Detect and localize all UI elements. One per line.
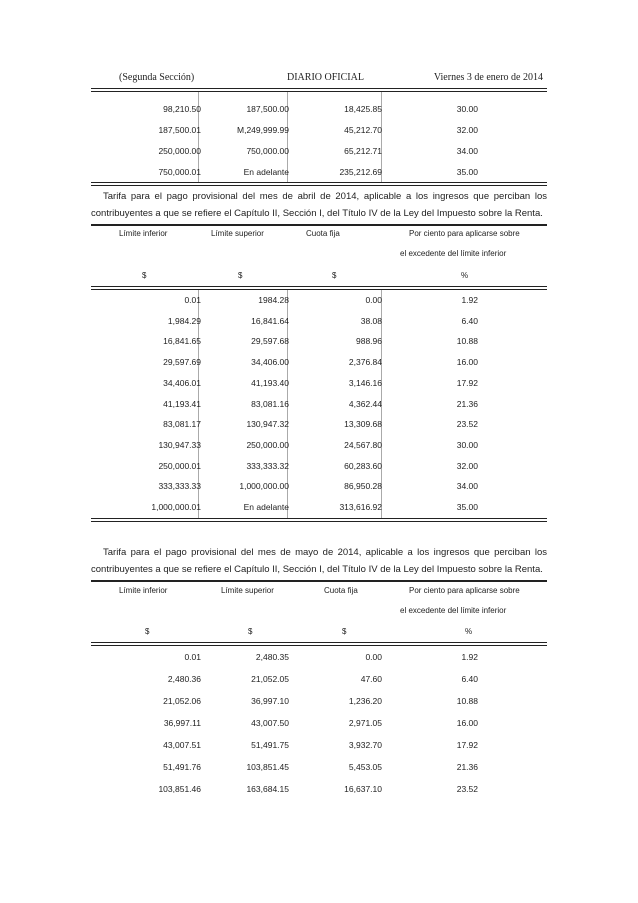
table-row: [91, 762, 547, 774]
fixed-fee-cell: 313,616.92: [339, 502, 382, 512]
section-rule: [91, 224, 547, 226]
table-row: [91, 378, 547, 390]
percent-cell: 1.92: [461, 652, 478, 662]
unit-percent: %: [461, 271, 469, 280]
table-row: [91, 316, 547, 328]
may-tariff-intro: [91, 544, 547, 578]
upper-limit-cell: 750,000.00: [246, 146, 289, 156]
percent-cell: 16.00: [456, 718, 478, 728]
percent-cell: 10.88: [456, 696, 478, 706]
fixed-fee-cell: 13,309.68: [344, 419, 382, 430]
upper-limit-cell: M,249,999.99: [237, 125, 289, 135]
upper-limit-cell: En adelante: [243, 502, 289, 512]
may-column-headers: [91, 586, 547, 642]
unit-dollar: $: [332, 271, 337, 280]
percent-cell: 1.92: [461, 295, 478, 305]
lower-limit-cell: 98,210.50: [163, 104, 201, 114]
percent-cell: 21.36: [456, 398, 478, 409]
lower-limit-cell: 83,081.17: [163, 419, 201, 430]
column-header-percent-2: el excedente del límite inferior: [400, 249, 507, 258]
april-column-headers: [91, 229, 547, 285]
fixed-fee-cell: 1,236.20: [348, 696, 382, 706]
table-row: [91, 502, 547, 514]
fixed-fee-cell: 5,453.05: [348, 762, 382, 772]
table-row: [91, 357, 547, 369]
upper-limit-cell: 163,684.15: [246, 784, 289, 794]
unit-percent: %: [465, 627, 473, 636]
column-header-percent: Por ciento para aplicarse sobre: [409, 586, 520, 595]
percent-cell: 30.00: [456, 439, 478, 450]
upper-limit-cell: 29,597.68: [251, 336, 289, 347]
table-row: [91, 652, 547, 664]
unit-dollar: $: [342, 627, 347, 636]
fixed-fee-cell: 65,212.71: [344, 146, 382, 156]
lower-limit-cell: 130,947.33: [158, 439, 201, 450]
upper-limit-cell: En adelante: [243, 167, 289, 177]
fixed-fee-cell: 2,971.05: [348, 718, 382, 728]
table-row: [91, 104, 547, 116]
lower-limit-cell: 1,984.29: [167, 315, 201, 326]
table-row: [91, 146, 547, 158]
table-row: [91, 674, 547, 686]
lower-limit-cell: 21,052.06: [163, 696, 201, 706]
fixed-fee-cell: 60,283.60: [344, 460, 382, 471]
header-end-rule: [91, 642, 547, 646]
percent-cell: 23.52: [456, 419, 478, 430]
paragraph: Tarifa para el pago provisional del mes de mayo de 2014, aplicable a los ingresos que perciban los contribuyentes a que se refiere el Capítulo II, Sección I, del Título IV de la Ley del Impuesto sobre la Renta.: [91, 547, 547, 575]
fixed-fee-cell: 24,567.80: [344, 439, 382, 450]
upper-limit-cell: 43,007.50: [251, 718, 289, 728]
lower-limit-cell: 1,000,000.01: [151, 502, 201, 512]
fixed-fee-cell: 38.08: [360, 315, 382, 326]
issue-date: Viernes 3 de enero de 2014: [433, 72, 543, 83]
fixed-fee-cell: 3,932.70: [348, 740, 382, 750]
upper-limit-cell: 1984.28: [258, 295, 289, 305]
lower-limit-cell: 250,000.00: [158, 146, 201, 156]
running-header: [91, 72, 547, 86]
lower-limit-cell: 41,193.41: [163, 398, 201, 409]
percent-cell: 35.00: [456, 167, 478, 177]
lower-limit-cell: 43,007.51: [163, 740, 201, 750]
lower-limit-cell: 0.01: [184, 295, 201, 305]
table-row: [91, 696, 547, 708]
table-row: [91, 718, 547, 730]
column-header-lower-limit: Límite inferior: [119, 229, 168, 238]
lower-limit-cell: 16,841.65: [163, 336, 201, 347]
upper-limit-cell: 16,841.64: [251, 315, 289, 326]
section-label: (Segunda Sección): [119, 72, 195, 83]
column-header-upper-limit: Límite superior: [221, 586, 274, 595]
upper-limit-cell: 83,081.16: [251, 398, 289, 409]
percent-cell: 32.00: [456, 125, 478, 135]
percent-cell: 35.00: [456, 502, 478, 512]
percent-cell: 6.40: [461, 315, 478, 326]
fixed-fee-cell: 86,950.28: [344, 481, 382, 492]
upper-limit-cell: 51,491.75: [251, 740, 289, 750]
column-header-upper-limit: Límite superior: [211, 229, 264, 238]
fixed-fee-cell: 3,146.16: [348, 377, 382, 388]
fixed-fee-cell: 18,425.85: [344, 104, 382, 114]
upper-limit-cell: 333,333.32: [246, 460, 289, 471]
table-row: [91, 740, 547, 752]
upper-limit-cell: 187,500.00: [246, 104, 289, 114]
lower-limit-cell: 36,997.11: [163, 718, 201, 728]
lower-limit-cell: 0.01: [184, 652, 201, 662]
unit-dollar: $: [248, 627, 253, 636]
unit-dollar: $: [142, 271, 147, 280]
table-row: [91, 295, 547, 307]
upper-limit-cell: 36,997.10: [251, 696, 289, 706]
fixed-fee-cell: 988.96: [356, 336, 382, 347]
upper-limit-cell: 250,000.00: [246, 439, 289, 450]
table-row: [91, 419, 547, 431]
fixed-fee-cell: 45,212.70: [344, 125, 382, 135]
upper-limit-cell: 1,000,000.00: [239, 481, 289, 492]
percent-cell: 32.00: [456, 460, 478, 471]
upper-limit-cell: 41,193.40: [251, 377, 289, 388]
table-row: [91, 440, 547, 452]
table-row: [91, 399, 547, 411]
lower-limit-cell: 103,851.46: [158, 784, 201, 794]
upper-limit-cell: 2,480.35: [255, 652, 289, 662]
unit-dollar: $: [238, 271, 243, 280]
column-header-percent-2: el excedente del límite inferior: [400, 606, 507, 615]
table-row: [91, 125, 547, 137]
fixed-fee-cell: 47.60: [360, 674, 382, 684]
percent-cell: 30.00: [456, 104, 478, 114]
upper-limit-cell: 21,052.05: [251, 674, 289, 684]
table-row: [91, 167, 547, 179]
column-header-fixed-fee: Cuota fija: [306, 229, 340, 238]
fixed-fee-cell: 16,637.10: [344, 784, 382, 794]
percent-cell: 17.92: [456, 740, 478, 750]
publication-name: DIARIO OFICIAL: [287, 72, 364, 83]
lower-limit-cell: 34,406.01: [163, 377, 201, 388]
percent-cell: 34.00: [456, 481, 478, 492]
upper-limit-cell: 130,947.32: [246, 419, 289, 430]
column-header-lower-limit: Límite inferior: [119, 586, 168, 595]
fixed-fee-cell: 4,362.44: [348, 398, 382, 409]
table-row: [91, 336, 547, 348]
percent-cell: 23.52: [456, 784, 478, 794]
lower-limit-cell: 250,000.01: [158, 460, 201, 471]
unit-dollar: $: [145, 627, 150, 636]
percent-cell: 6.40: [461, 674, 478, 684]
april-tariff-intro: [91, 188, 547, 222]
fixed-fee-cell: 2,376.84: [348, 357, 382, 368]
lower-limit-cell: 2,480.36: [167, 674, 201, 684]
percent-cell: 10.88: [456, 336, 478, 347]
lower-limit-cell: 187,500.01: [158, 125, 201, 135]
percent-cell: 17.92: [456, 377, 478, 388]
percent-cell: 21.36: [456, 762, 478, 772]
upper-limit-cell: 34,406.00: [251, 357, 289, 368]
paragraph: Tarifa para el pago provisional del mes de abril de 2014, aplicable a los ingresos que perciban los contribuyentes a que se refiere el Capítulo II, Sección I, del Título IV de la Ley del Impuesto sobre la Renta.: [91, 191, 547, 219]
table-row: [91, 784, 547, 796]
percent-cell: 16.00: [456, 357, 478, 368]
section-rule: [91, 580, 547, 582]
table-row: [91, 481, 547, 493]
lower-limit-cell: 750,000.01: [158, 167, 201, 177]
column-header-fixed-fee: Cuota fija: [324, 586, 358, 595]
lower-limit-cell: 333,333.33: [158, 481, 201, 492]
upper-limit-cell: 103,851.45: [246, 762, 289, 772]
lower-limit-cell: 51,491.76: [163, 762, 201, 772]
column-header-percent: Por ciento para aplicarse sobre: [409, 229, 520, 238]
table-row: [91, 461, 547, 473]
fixed-fee-cell: 0.00: [365, 295, 382, 305]
percent-cell: 34.00: [456, 146, 478, 156]
fixed-fee-cell: 0.00: [365, 652, 382, 662]
table-end-rule: [91, 182, 547, 186]
table-end-rule: [91, 518, 547, 522]
fixed-fee-cell: 235,212.69: [339, 167, 382, 177]
lower-limit-cell: 29,597.69: [163, 357, 201, 368]
